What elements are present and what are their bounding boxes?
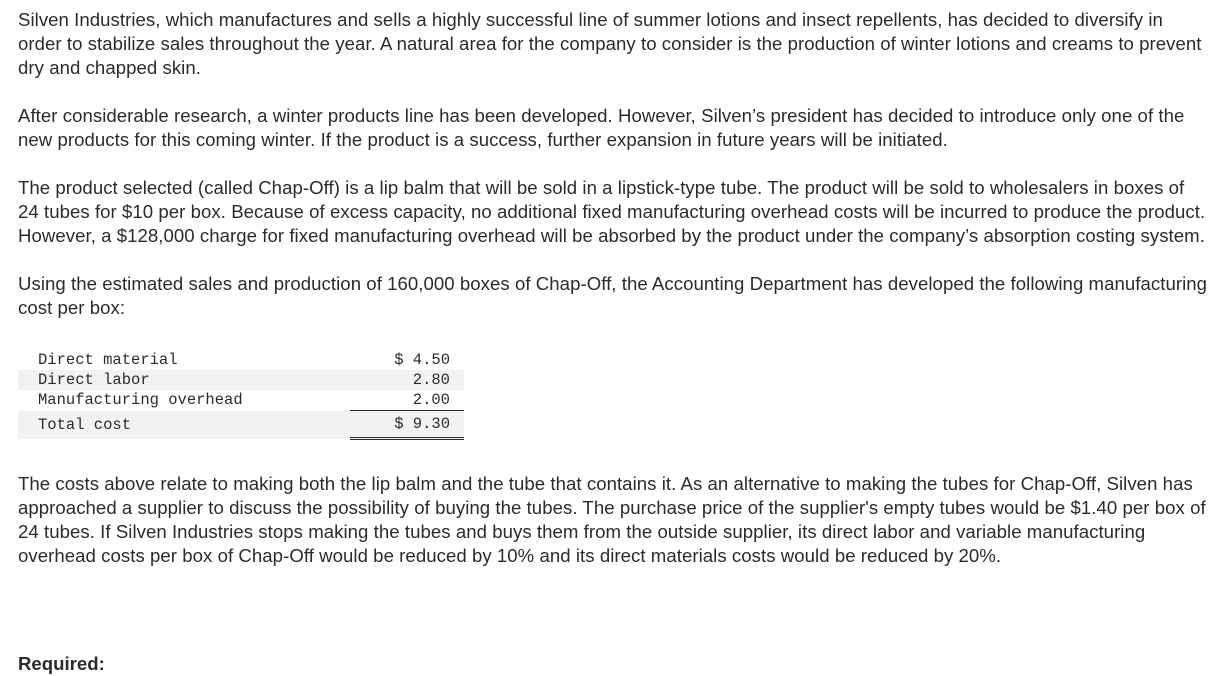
intro-paragraph: Silven Industries, which manufactures and sells a highly successful line of summer lotions and insect repellents, has decided to diversify in order to stabilize sales throughout the year. A natural area for the company to consider is the production of winter lotions and creams to prevent dry and chapped skin. — [18, 9, 1202, 78]
alternative-paragraph: The costs above relate to making both the lip balm and the tube that contains it. As an alternative to making the tubes for Chap-Off, Silven has approached a supplier to discuss the possibility of buying the tubes. The purchase price of the supplier's empty tubes would be $1.40 per box of 24 tubes. If Silven Industries stops making the tubes and buys them from the outside supplier, its direct labor and variable manufacturing overhead costs per box of Chap-Off would be reduced by 10% and its direct materials costs would be reduced by 20%. — [18, 473, 1206, 566]
cost-amount: 2.80 — [412, 371, 450, 389]
total-label: Total cost — [38, 415, 132, 434]
product-paragraph: The product selected (called Chap-Off) is a lip balm that will be sold in a lipstick-type tube. The product will be sold to wholesalers in boxes of 24 tubes for $10 per box. Because of excess capacity, no additional fixed manufacturing overhead costs will be incurred to produce the product. However, a $128,000 charge for fixed manufacturing overhead will be absorbed by the product under the company’s absorption costing system. — [18, 177, 1206, 246]
table-row — [18, 350, 464, 370]
cost-intro-paragraph: Using the estimated sales and production of 160,000 boxes of Chap-Off, the Accounting Department has developed the following manufacturing cost per box: — [18, 273, 1208, 318]
table-row — [18, 370, 464, 390]
cost-label: Direct labor — [38, 371, 150, 389]
problem-text — [18, 8, 1208, 592]
cost-amount: $ 4.50 — [394, 351, 450, 369]
total-row — [18, 411, 464, 439]
research-paragraph: After considerable research, a winter products line has been developed. However, Silven’s president has decided to introduce only one of the new products for this coming winter. If the product is a success, further expansion in future years will be initiated. — [18, 105, 1185, 150]
table-row — [18, 390, 464, 411]
required-heading: Required: — [18, 653, 105, 674]
cost-label: Manufacturing overhead — [38, 391, 243, 410]
cost-label: Direct material — [38, 351, 178, 369]
cost-per-box-table — [18, 350, 464, 440]
cost-amount: 2.00 — [350, 390, 464, 411]
total-amount: $ 9.30 — [350, 411, 464, 439]
